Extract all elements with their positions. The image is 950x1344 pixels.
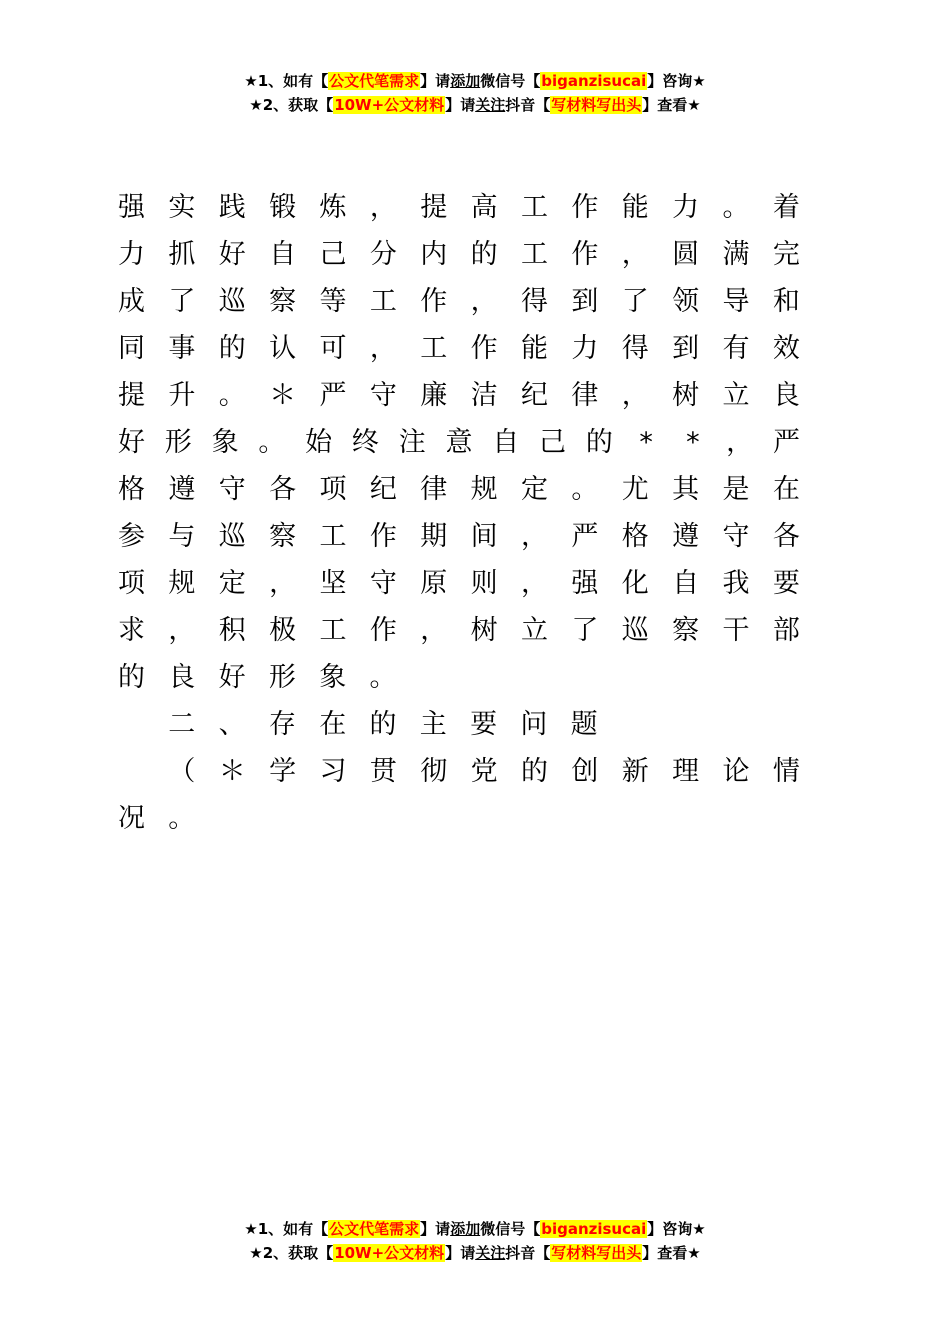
text-char: 作 (369, 615, 397, 646)
text-char: 力 (118, 239, 145, 270)
text-char: 抓 (168, 239, 196, 270)
text-line (118, 560, 800, 607)
text-char: 律 (420, 474, 448, 505)
text-char: 自 (492, 427, 520, 458)
header-highlight-douyin: 写材料写出头 (551, 96, 642, 114)
text-char: 内 (420, 239, 448, 270)
text-char: 了 (621, 286, 649, 317)
text-char: 树 (470, 615, 498, 646)
text-char: 项 (319, 474, 347, 505)
text-char: 定 (521, 474, 548, 505)
text-char: 作 (420, 286, 448, 317)
text-char: 存 (268, 709, 296, 740)
text-char: 好 (118, 427, 145, 458)
text-char: 纪 (369, 474, 397, 505)
document-body (118, 184, 800, 842)
text-char: 有 (722, 333, 750, 364)
text-line (118, 325, 800, 372)
text-char: 自 (269, 239, 297, 270)
text-char: 意 (445, 427, 473, 458)
text-char: 巡 (218, 521, 246, 552)
text-line (118, 278, 800, 325)
text-char: 良 (772, 380, 800, 411)
text-char: 察 (269, 521, 297, 552)
header-line2-text-3: 抖音【 (505, 96, 551, 114)
text-char: 。 (722, 192, 750, 223)
text-char: 。 (571, 474, 599, 505)
text-char: 律 (571, 380, 599, 411)
text-char: 了 (168, 286, 196, 317)
text-char: ， (420, 615, 448, 646)
footer-underline-add: 添加 (450, 1220, 481, 1238)
header-line-2 (0, 93, 950, 117)
text-char: 在 (319, 709, 347, 740)
text-char: 的 (118, 662, 145, 693)
text-char: 践 (218, 192, 246, 223)
footer-line-2 (0, 1241, 950, 1265)
header-line-1 (0, 69, 950, 93)
footer-line2-text-2: 】请 (445, 1244, 476, 1262)
header-highlight-wechat-id: biganzisucai (541, 72, 647, 90)
text-char: 的 (521, 756, 548, 787)
text-char: 树 (672, 380, 700, 411)
text-char: 形 (268, 662, 296, 693)
text-char: 要 (772, 568, 800, 599)
text-char: 。 (218, 380, 246, 411)
text-char: 工 (521, 239, 548, 270)
text-char: 部 (772, 615, 800, 646)
text-char: 积 (218, 615, 246, 646)
text-char: 作 (571, 192, 599, 223)
text-char: 坚 (319, 568, 347, 599)
text-char: 力 (571, 333, 599, 364)
header-line1-text-3: 微信号【 (480, 72, 541, 90)
text-char: 是 (722, 474, 750, 505)
text-char: 问 (520, 709, 548, 740)
text-char: 党 (470, 756, 498, 787)
text-char: 象 (319, 662, 347, 693)
text-char: 分 (369, 239, 397, 270)
text-char: 己 (539, 427, 567, 458)
text-char: 良 (168, 662, 196, 693)
text-char: 的 (218, 333, 246, 364)
text-char: 得 (621, 333, 649, 364)
header-highlight-materials: 10W+公文材料 (334, 96, 445, 114)
text-char: 注 (398, 427, 426, 458)
text-char: 满 (722, 239, 750, 270)
text-char: 洁 (470, 380, 498, 411)
footer-line2-prefix: ★2、获取【 (249, 1244, 334, 1262)
text-char: ， (726, 427, 754, 458)
text-line (118, 701, 800, 748)
text-char: 等 (319, 286, 347, 317)
text-char: ， (470, 286, 498, 317)
text-char: 了 (571, 615, 599, 646)
text-char: 同 (118, 333, 145, 364)
header-line2-suffix: 】查看★ (642, 96, 701, 114)
text-char: 彻 (420, 756, 448, 787)
text-char: 求 (118, 615, 145, 646)
text-char: ， (269, 568, 297, 599)
text-char: 定 (218, 568, 246, 599)
footer-highlight-writing-service: 公文代笔需求 (329, 1220, 420, 1238)
header-underline-follow: 关注 (475, 96, 506, 114)
text-line (118, 748, 800, 795)
text-char: 、 (218, 709, 246, 740)
text-char: 新 (621, 756, 649, 787)
text-line (118, 466, 800, 513)
text-char: * (686, 427, 700, 458)
text-char: 可 (319, 333, 347, 364)
text-char: ， (168, 615, 196, 646)
text-char: 其 (672, 474, 700, 505)
text-char: 原 (420, 568, 448, 599)
text-char: 极 (269, 615, 297, 646)
text-char: 参 (118, 521, 145, 552)
text-char: 严 (319, 380, 347, 411)
text-char: 工 (521, 192, 548, 223)
header-underline-add: 添加 (450, 72, 481, 90)
text-char: 守 (369, 568, 397, 599)
text-line (118, 513, 800, 560)
footer-banner (0, 1217, 950, 1265)
text-char: 着 (772, 192, 800, 223)
text-char: 导 (722, 286, 750, 317)
text-char (118, 748, 145, 795)
text-char: 项 (118, 568, 145, 599)
text-char: 严 (571, 521, 599, 552)
text-char: 各 (269, 474, 297, 505)
text-char: 作 (571, 239, 599, 270)
footer-underline-follow: 关注 (475, 1244, 506, 1262)
header-line2-text-2: 】请 (445, 96, 476, 114)
text-char: （ (168, 756, 196, 787)
text-char: 则 (470, 568, 498, 599)
text-char: 。 (369, 662, 397, 693)
header-line2-prefix: ★2、获取【 (249, 96, 334, 114)
text-char: 察 (269, 286, 297, 317)
text-char: 强 (571, 568, 599, 599)
header-highlight-writing-service: 公文代笔需求 (329, 72, 420, 90)
text-char: 终 (351, 427, 379, 458)
text-char: 工 (420, 333, 448, 364)
header-line1-suffix: 】咨询★ (647, 72, 706, 90)
text-char: ， (369, 333, 397, 364)
text-char: * (639, 427, 653, 458)
text-char: 的 (369, 709, 397, 740)
text-char: 到 (571, 286, 599, 317)
text-char: 规 (168, 568, 196, 599)
text-char: 强 (118, 192, 145, 223)
text-char: 升 (168, 380, 196, 411)
text-char: 在 (772, 474, 800, 505)
text-char: ， (521, 568, 548, 599)
text-char: 创 (571, 756, 599, 787)
text-char: 情 (772, 756, 800, 787)
text-char: 认 (269, 333, 297, 364)
text-char: 尤 (621, 474, 649, 505)
text-char: 察 (672, 615, 700, 646)
text-char: 巡 (218, 286, 246, 317)
text-char: 效 (772, 333, 800, 364)
text-char: ， (621, 380, 649, 411)
text-char: 守 (722, 521, 750, 552)
text-char: 形 (164, 427, 192, 458)
text-char: 炼 (319, 192, 347, 223)
text-char: 的 (470, 239, 498, 270)
text-line (118, 795, 800, 842)
text-char: 作 (470, 333, 498, 364)
text-char: 完 (772, 239, 800, 270)
text-char: 始 (305, 427, 333, 458)
text-char: 能 (521, 333, 548, 364)
text-char: 和 (772, 286, 800, 317)
footer-highlight-materials: 10W+公文材料 (334, 1244, 445, 1262)
text-char: 提 (420, 192, 448, 223)
footer-line1-suffix: 】咨询★ (647, 1220, 706, 1238)
text-char: 纪 (521, 380, 548, 411)
footer-line2-text-3: 抖音【 (505, 1244, 551, 1262)
text-char: 遵 (168, 474, 196, 505)
text-line (118, 184, 800, 231)
header-line1-text-2: 】请 (420, 72, 451, 90)
text-char: 论 (722, 756, 750, 787)
text-char: 自 (672, 568, 700, 599)
text-char: ＊ (218, 756, 246, 787)
text-char: 工 (369, 286, 397, 317)
text-char: 题 (570, 709, 598, 740)
text-char: 。 (168, 803, 196, 834)
header-line1-prefix: ★1、如有【 (244, 72, 329, 90)
text-char: ， (369, 192, 397, 223)
text-char: 间 (470, 521, 498, 552)
footer-line-1 (0, 1217, 950, 1241)
text-char: 高 (470, 192, 498, 223)
text-char: 好 (218, 662, 246, 693)
footer-line1-text-2: 】请 (420, 1220, 451, 1238)
text-char: 工 (319, 521, 347, 552)
text-char: 。 (258, 427, 286, 458)
header-banner (0, 69, 950, 117)
text-char: ， (621, 239, 649, 270)
text-char: 到 (672, 333, 700, 364)
text-char: 己 (319, 239, 347, 270)
text-char: 主 (419, 709, 447, 740)
text-line (118, 654, 800, 701)
text-char: 贯 (369, 756, 397, 787)
text-line (118, 372, 800, 419)
text-char: 的 (585, 427, 613, 458)
footer-highlight-douyin: 写材料写出头 (551, 1244, 642, 1262)
text-char: 立 (521, 615, 548, 646)
text-char: ， (521, 521, 548, 552)
text-char: 二 (168, 709, 196, 740)
text-char: 成 (118, 286, 145, 317)
text-char: ＊ (269, 380, 297, 411)
text-char: 规 (470, 474, 498, 505)
text-char: 锻 (269, 192, 297, 223)
text-char: 守 (369, 380, 397, 411)
text-char: 廉 (420, 380, 448, 411)
footer-line1-text-3: 微信号【 (480, 1220, 541, 1238)
footer-line2-suffix: 】查看★ (642, 1244, 701, 1262)
text-char: 守 (218, 474, 246, 505)
text-line (118, 607, 800, 654)
text-char: 理 (672, 756, 700, 787)
text-char: 立 (722, 380, 750, 411)
text-char: 严 (772, 427, 800, 458)
text-char: 习 (319, 756, 347, 787)
text-char: 我 (722, 568, 750, 599)
footer-highlight-wechat-id: biganzisucai (541, 1220, 647, 1238)
text-line (118, 419, 800, 466)
text-char: 领 (672, 286, 700, 317)
text-char: 格 (621, 521, 649, 552)
text-char: 得 (521, 286, 548, 317)
text-char: 遵 (672, 521, 700, 552)
text-char: 巡 (621, 615, 649, 646)
text-char: 事 (168, 333, 196, 364)
text-char: 能 (621, 192, 649, 223)
text-char: 圆 (672, 239, 700, 270)
text-char: 好 (218, 239, 246, 270)
text-char: 实 (168, 192, 196, 223)
text-char: 格 (118, 474, 145, 505)
footer-line1-prefix: ★1、如有【 (244, 1220, 329, 1238)
text-char: 提 (118, 380, 145, 411)
text-line (118, 231, 800, 278)
text-char: 工 (319, 615, 347, 646)
text-char: 化 (621, 568, 649, 599)
text-char (118, 701, 168, 748)
text-char: 干 (722, 615, 750, 646)
text-char: 象 (211, 427, 239, 458)
text-char: 期 (420, 521, 448, 552)
text-char: 各 (772, 521, 800, 552)
text-char: 况 (118, 803, 145, 834)
text-char: 力 (672, 192, 700, 223)
text-char: 学 (269, 756, 297, 787)
text-char: 作 (369, 521, 397, 552)
text-char: 与 (168, 521, 196, 552)
text-char: 要 (470, 709, 498, 740)
